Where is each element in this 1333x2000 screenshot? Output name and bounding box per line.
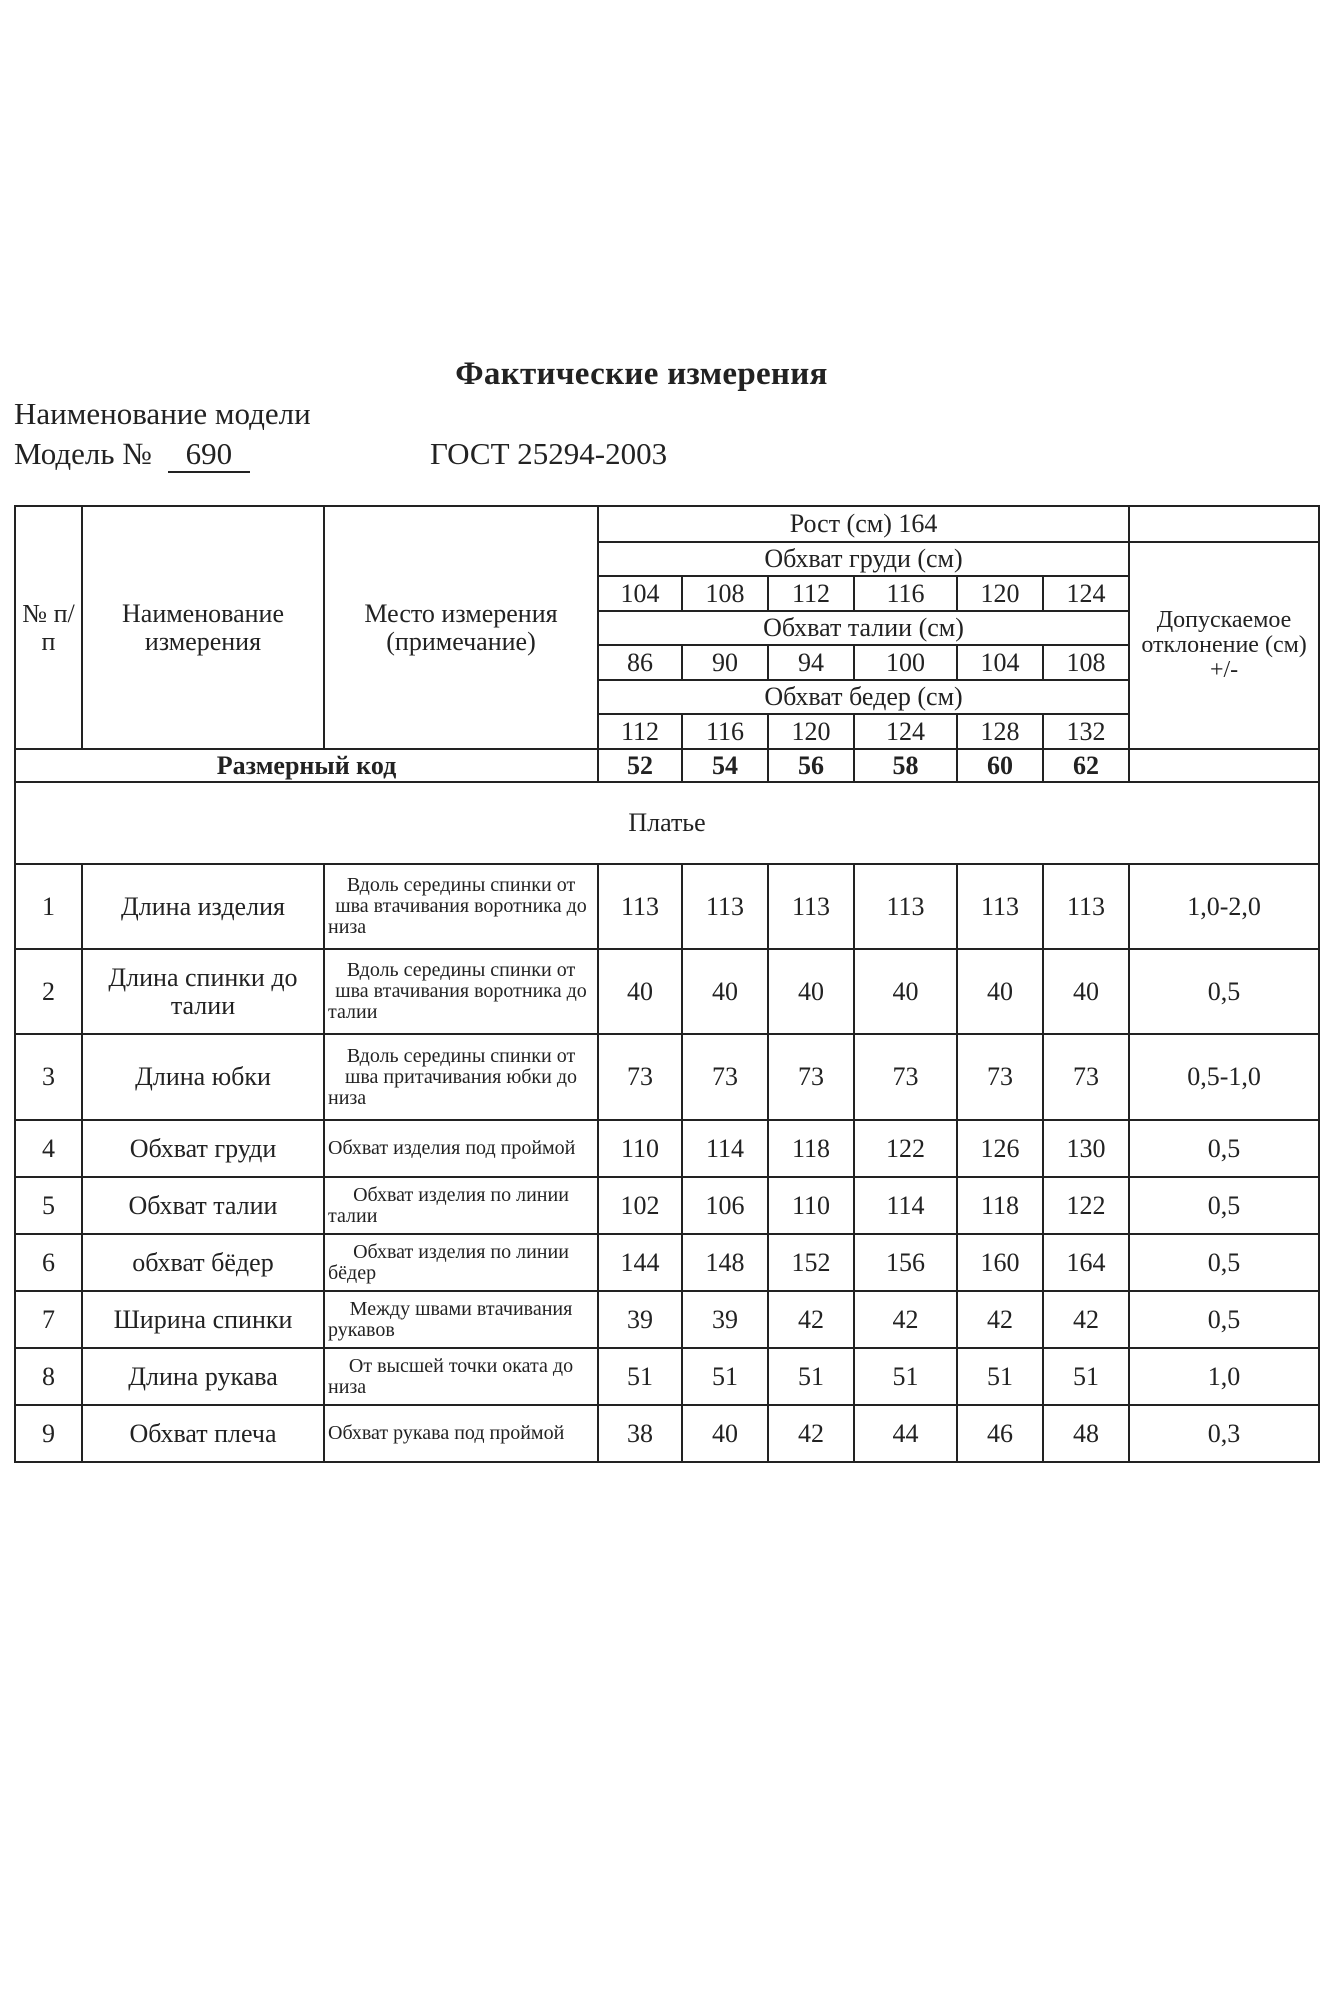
table-row: [15, 1405, 1319, 1462]
measurement-name: Длина юбки: [82, 1034, 324, 1120]
measurement-tolerance: 0,5: [1129, 1234, 1319, 1291]
table-row: [15, 1120, 1319, 1177]
row-number: 5: [15, 1177, 82, 1234]
measurement-value: 51: [682, 1348, 768, 1405]
measurement-value: 44: [854, 1405, 957, 1462]
chest-size-value: 116: [854, 576, 957, 611]
section-title: Платье: [15, 782, 1319, 864]
measurement-place: Вдоль середины спинки от шва притачивания юбки до низа: [324, 1034, 598, 1120]
measurement-value: 114: [682, 1120, 768, 1177]
measurement-place: От высшей точки оката до низа: [324, 1348, 598, 1405]
header-hips-label: Обхват бедер (см): [598, 680, 1129, 714]
measurement-value: 148: [682, 1234, 768, 1291]
measurement-name: обхват бёдер: [82, 1234, 324, 1291]
measurement-place: Вдоль середины спинки от шва втачивания воротника до низа: [324, 864, 598, 949]
chest-size-value: 108: [682, 576, 768, 611]
header-chest-label: Обхват груди (см): [598, 542, 1129, 576]
measurement-name: Ширина спинки: [82, 1291, 324, 1348]
table-row: [15, 949, 1319, 1034]
measurement-value: 144: [598, 1234, 682, 1291]
table-row: [15, 1177, 1319, 1234]
hips-size-value: 132: [1043, 714, 1129, 749]
measurement-name: Длина рукава: [82, 1348, 324, 1405]
row-number: 6: [15, 1234, 82, 1291]
measurement-value: 46: [957, 1405, 1043, 1462]
row-number: 3: [15, 1034, 82, 1120]
measurement-value: 39: [598, 1291, 682, 1348]
size-code-value: 60: [957, 749, 1043, 782]
measurement-place: Обхват изделия по линии бёдер: [324, 1234, 598, 1291]
measurement-value: 40: [957, 949, 1043, 1034]
row-number: 9: [15, 1405, 82, 1462]
waist-size-value: 108: [1043, 645, 1129, 680]
document-title: Фактические измерения: [455, 356, 828, 392]
model-number-label: Модель №: [14, 436, 152, 471]
measurement-value: 48: [1043, 1405, 1129, 1462]
measurement-value: 73: [854, 1034, 957, 1120]
measurement-value: 113: [768, 864, 854, 949]
measurement-value: 106: [682, 1177, 768, 1234]
measurement-value: 73: [1043, 1034, 1129, 1120]
hips-size-value: 124: [854, 714, 957, 749]
header-tolerance: Допускаемое отклонение (см) +/-: [1129, 542, 1319, 749]
waist-size-value: 100: [854, 645, 957, 680]
measurement-value: 40: [1043, 949, 1129, 1034]
measurement-value: 51: [768, 1348, 854, 1405]
measurement-value: 40: [598, 949, 682, 1034]
measurement-value: 38: [598, 1405, 682, 1462]
size-code-value: 58: [854, 749, 957, 782]
row-number: 4: [15, 1120, 82, 1177]
measurement-value: 102: [598, 1177, 682, 1234]
size-code-value: 52: [598, 749, 682, 782]
model-number-value: 690: [168, 438, 250, 473]
measurement-value: 113: [957, 864, 1043, 949]
chest-size-value: 120: [957, 576, 1043, 611]
measurement-value: 113: [854, 864, 957, 949]
measurement-value: 156: [854, 1234, 957, 1291]
waist-size-value: 94: [768, 645, 854, 680]
section-row: [15, 782, 1319, 864]
table-row: [15, 1034, 1319, 1120]
header-number: № п/п: [15, 506, 82, 749]
measurement-value: 42: [957, 1291, 1043, 1348]
hips-size-value: 128: [957, 714, 1043, 749]
measurement-value: 110: [768, 1177, 854, 1234]
size-code-blank-cell: [1129, 749, 1319, 782]
waist-size-value: 104: [957, 645, 1043, 680]
size-code-row: [15, 749, 1319, 782]
chest-size-value: 104: [598, 576, 682, 611]
measurement-value: 110: [598, 1120, 682, 1177]
size-code-value: 56: [768, 749, 854, 782]
measurement-value: 113: [1043, 864, 1129, 949]
measurement-value: 42: [854, 1291, 957, 1348]
measurement-value: 51: [957, 1348, 1043, 1405]
measurement-place: Между швами втачивания рукавов: [324, 1291, 598, 1348]
hips-size-value: 112: [598, 714, 682, 749]
table-body: [15, 506, 1319, 1462]
measurement-value: 164: [1043, 1234, 1129, 1291]
measurement-tolerance: 1,0-2,0: [1129, 864, 1319, 949]
row-number: 7: [15, 1291, 82, 1348]
size-code-value: 62: [1043, 749, 1129, 782]
measurement-value: 42: [768, 1291, 854, 1348]
gost-standard: ГОСТ 25294-2003: [430, 436, 668, 471]
measurement-value: 40: [682, 1405, 768, 1462]
measurement-value: 40: [682, 949, 768, 1034]
measurement-value: 73: [768, 1034, 854, 1120]
measurement-value: 51: [598, 1348, 682, 1405]
measurement-value: 152: [768, 1234, 854, 1291]
measurement-value: 122: [1043, 1177, 1129, 1234]
measurement-tolerance: 0,5: [1129, 1291, 1319, 1348]
measurement-place: Обхват изделия по линии талии: [324, 1177, 598, 1234]
measurement-name: Длина спинки до талии: [82, 949, 324, 1034]
chest-size-value: 124: [1043, 576, 1129, 611]
size-code-value: 54: [682, 749, 768, 782]
measurements-table: [14, 505, 1320, 1463]
hips-size-value: 120: [768, 714, 854, 749]
waist-size-value: 86: [598, 645, 682, 680]
row-number: 2: [15, 949, 82, 1034]
measurement-place: Вдоль середины спинки от шва втачивания воротника до талии: [324, 949, 598, 1034]
measurement-value: 114: [854, 1177, 957, 1234]
measurement-value: 122: [854, 1120, 957, 1177]
measurement-value: 51: [1043, 1348, 1129, 1405]
hips-size-value: 116: [682, 714, 768, 749]
measurement-value: 113: [598, 864, 682, 949]
measurement-value: 42: [768, 1405, 854, 1462]
measurement-name: Обхват плеча: [82, 1405, 324, 1462]
measurement-name: Обхват груди: [82, 1120, 324, 1177]
measurement-value: 73: [957, 1034, 1043, 1120]
measurement-tolerance: 0,5-1,0: [1129, 1034, 1319, 1120]
model-name-label: Наименование модели: [14, 396, 311, 431]
measurement-value: 118: [957, 1177, 1043, 1234]
row-number: 1: [15, 864, 82, 949]
measurement-value: 113: [682, 864, 768, 949]
measurement-tolerance: 0,5: [1129, 949, 1319, 1034]
measurement-value: 160: [957, 1234, 1043, 1291]
measurement-place: Обхват рукава под проймой: [324, 1405, 598, 1462]
measurement-value: 130: [1043, 1120, 1129, 1177]
measurement-value: 42: [1043, 1291, 1129, 1348]
header-measurement-name: Наименование измерения: [82, 506, 324, 749]
model-number-row: [14, 436, 250, 473]
header-blank-cell: [1129, 506, 1319, 542]
row-number: 8: [15, 1348, 82, 1405]
measurement-value: 40: [768, 949, 854, 1034]
measurement-name: Обхват талии: [82, 1177, 324, 1234]
measurement-place: Обхват изделия под проймой: [324, 1120, 598, 1177]
header-row-height: [15, 506, 1319, 542]
measurement-value: 51: [854, 1348, 957, 1405]
measurement-tolerance: 0,3: [1129, 1405, 1319, 1462]
header-waist-label: Обхват талии (см): [598, 611, 1129, 645]
table-row: [15, 1348, 1319, 1405]
header-measurement-place: Место измерения (примечание): [324, 506, 598, 749]
measurement-value: 39: [682, 1291, 768, 1348]
measurement-name: Длина изделия: [82, 864, 324, 949]
measurement-value: 126: [957, 1120, 1043, 1177]
measurement-value: 73: [682, 1034, 768, 1120]
table-row: [15, 1291, 1319, 1348]
header-height: Рост (см) 164: [598, 506, 1129, 542]
measurement-tolerance: 1,0: [1129, 1348, 1319, 1405]
table-row: [15, 1234, 1319, 1291]
measurement-value: 40: [854, 949, 957, 1034]
measurement-value: 73: [598, 1034, 682, 1120]
measurement-tolerance: 0,5: [1129, 1120, 1319, 1177]
table-row: [15, 864, 1319, 949]
chest-size-value: 112: [768, 576, 854, 611]
measurement-value: 118: [768, 1120, 854, 1177]
waist-size-value: 90: [682, 645, 768, 680]
measurement-tolerance: 0,5: [1129, 1177, 1319, 1234]
size-code-label: Размерный код: [15, 749, 598, 782]
